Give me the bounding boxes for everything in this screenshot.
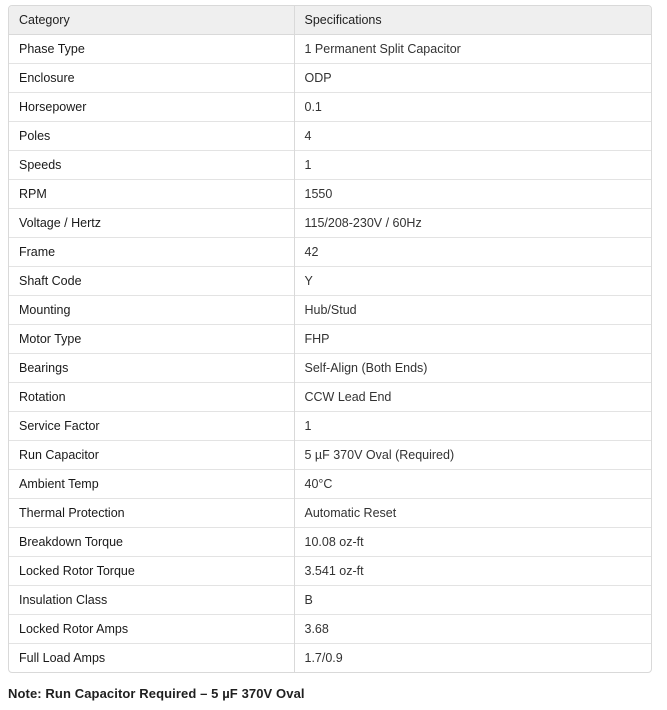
row-category: Service Factor: [9, 412, 294, 441]
header-category: Category: [9, 6, 294, 35]
row-specification: 1 Permanent Split Capacitor: [294, 35, 651, 64]
table-body: [9, 35, 651, 673]
row-specification: 4: [294, 122, 651, 151]
row-specification: 1550: [294, 180, 651, 209]
table-row: [9, 209, 651, 238]
row-specification: Automatic Reset: [294, 499, 651, 528]
table-row: [9, 180, 651, 209]
row-specification: 1: [294, 151, 651, 180]
row-category: Mounting: [9, 296, 294, 325]
row-specification: 1.7/0.9: [294, 644, 651, 673]
table-row: [9, 441, 651, 470]
row-category: Full Load Amps: [9, 644, 294, 673]
table-row: [9, 499, 651, 528]
row-specification: 3.541 oz-ft: [294, 557, 651, 586]
row-specification: 3.68: [294, 615, 651, 644]
row-category: Motor Type: [9, 325, 294, 354]
row-category: Breakdown Torque: [9, 528, 294, 557]
table-row: [9, 383, 651, 412]
row-category: Voltage / Hertz: [9, 209, 294, 238]
row-specification: 10.08 oz-ft: [294, 528, 651, 557]
table-row: [9, 586, 651, 615]
row-specification: 1: [294, 412, 651, 441]
table-row: [9, 644, 651, 673]
note-text: Note: Run Capacitor Required – 5 µF 370V Oval: [8, 686, 305, 701]
row-specification: 115/208-230V / 60Hz: [294, 209, 651, 238]
row-specification: ODP: [294, 64, 651, 93]
row-specification: CCW Lead End: [294, 383, 651, 412]
table-row: [9, 296, 651, 325]
table-row: [9, 93, 651, 122]
row-specification: B: [294, 586, 651, 615]
row-category: Poles: [9, 122, 294, 151]
row-specification: 5 µF 370V Oval (Required): [294, 441, 651, 470]
specifications-table: [9, 6, 651, 672]
row-specification: 0.1: [294, 93, 651, 122]
table-row: [9, 412, 651, 441]
row-category: Insulation Class: [9, 586, 294, 615]
table-row: [9, 615, 651, 644]
table-row: [9, 122, 651, 151]
row-category: Bearings: [9, 354, 294, 383]
row-category: Thermal Protection: [9, 499, 294, 528]
table-row: [9, 528, 651, 557]
row-specification: Hub/Stud: [294, 296, 651, 325]
row-specification: Self-Align (Both Ends): [294, 354, 651, 383]
table-row: [9, 238, 651, 267]
row-category: RPM: [9, 180, 294, 209]
table-row: [9, 64, 651, 93]
row-specification: Y: [294, 267, 651, 296]
table-row: [9, 35, 651, 64]
row-category: Rotation: [9, 383, 294, 412]
row-category: Frame: [9, 238, 294, 267]
row-category: Phase Type: [19, 42, 85, 56]
table-row: [9, 267, 651, 296]
table-row: [9, 354, 651, 383]
row-specification: 40°C: [294, 470, 651, 499]
row-category: Speeds: [9, 151, 294, 180]
row-category: Enclosure: [9, 64, 294, 93]
row-specification: FHP: [294, 325, 651, 354]
row-category: Locked Rotor Torque: [9, 557, 294, 586]
row-category: Shaft Code: [9, 267, 294, 296]
table-header: [9, 6, 651, 35]
table-row: [9, 470, 651, 499]
table-row: [9, 557, 651, 586]
row-specification: 42: [294, 238, 651, 267]
header-row: [9, 6, 651, 35]
specifications-table-container: [8, 5, 652, 673]
row-category: Ambient Temp: [9, 470, 294, 499]
table-row: [9, 151, 651, 180]
table-row: [9, 325, 651, 354]
header-specifications: Specifications: [294, 6, 651, 35]
row-category: Locked Rotor Amps: [9, 615, 294, 644]
row-category: Run Capacitor: [9, 441, 294, 470]
row-category: Horsepower: [9, 93, 294, 122]
